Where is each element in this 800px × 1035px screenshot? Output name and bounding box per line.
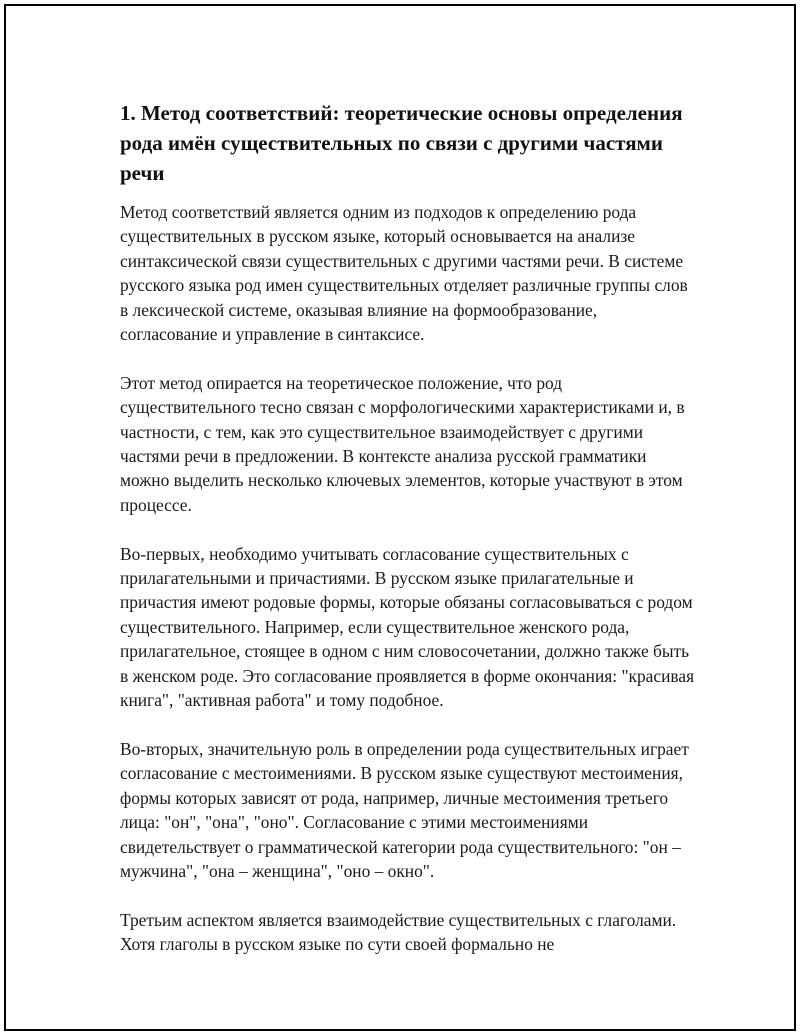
paragraph: Этот метод опирается на теоретическое положение, что род существительного тесно связан с морфологическими характеристиками и, в частности, с тем, как это существительное взаимодействует с другими частями речи в предложении. В контексте анализа русской грамматики можно выделить несколько ключевых элементов, которые участвуют в этом процессе.: [120, 372, 685, 515]
paragraph: Метод соответствий является одним из подходов к определению рода существительных в русском языке, который основывается на анализе синтаксической связи существительных с другими частями речи. В системе русского языка род имен существительных отделяет различные группы слов в лексической системе, оказывая влияние на формообразование, согласование и управление в синтаксисе.: [120, 202, 688, 345]
paragraph: Во-первых, необходимо учитывать согласование существительных с прилагательными и причастиями. В русском языке прилагательные и причастия имеют родовые формы, которые обязаны согласовываться с родом существительного. Например, если существительное женского рода, прилагательное, стоящее в одном с ним словосочетании, должно также быть в женском роде. Это согласование проявляется в форме окончания: "красивая книга", "активная работа" и тому подобное.: [120, 543, 695, 711]
paragraph: Во-вторых, значительную роль в определении рода существительных играет согласование с местоимениями. В русском языке существуют местоимения, формы которых зависят от рода, например, личные местоимения третьего лица: "он", "она", "оно". Согласование с этими местоимениями свидетельствует о грамматической категории рода существительного: "он – мужчина", "она – женщина", "оно – окно".: [120, 738, 689, 881]
paragraph: Третьим аспектом является взаимодействие существительных с глаголами. Хотя глаголы в русском языке по сути своей формально не: [120, 909, 677, 955]
document-body: [120, 98, 695, 957]
page-frame: [4, 4, 796, 1031]
section-heading: 1. Метод соответствий: теоретические основы определения рода имён существительных по связи с другими частями речи: [120, 101, 683, 185]
